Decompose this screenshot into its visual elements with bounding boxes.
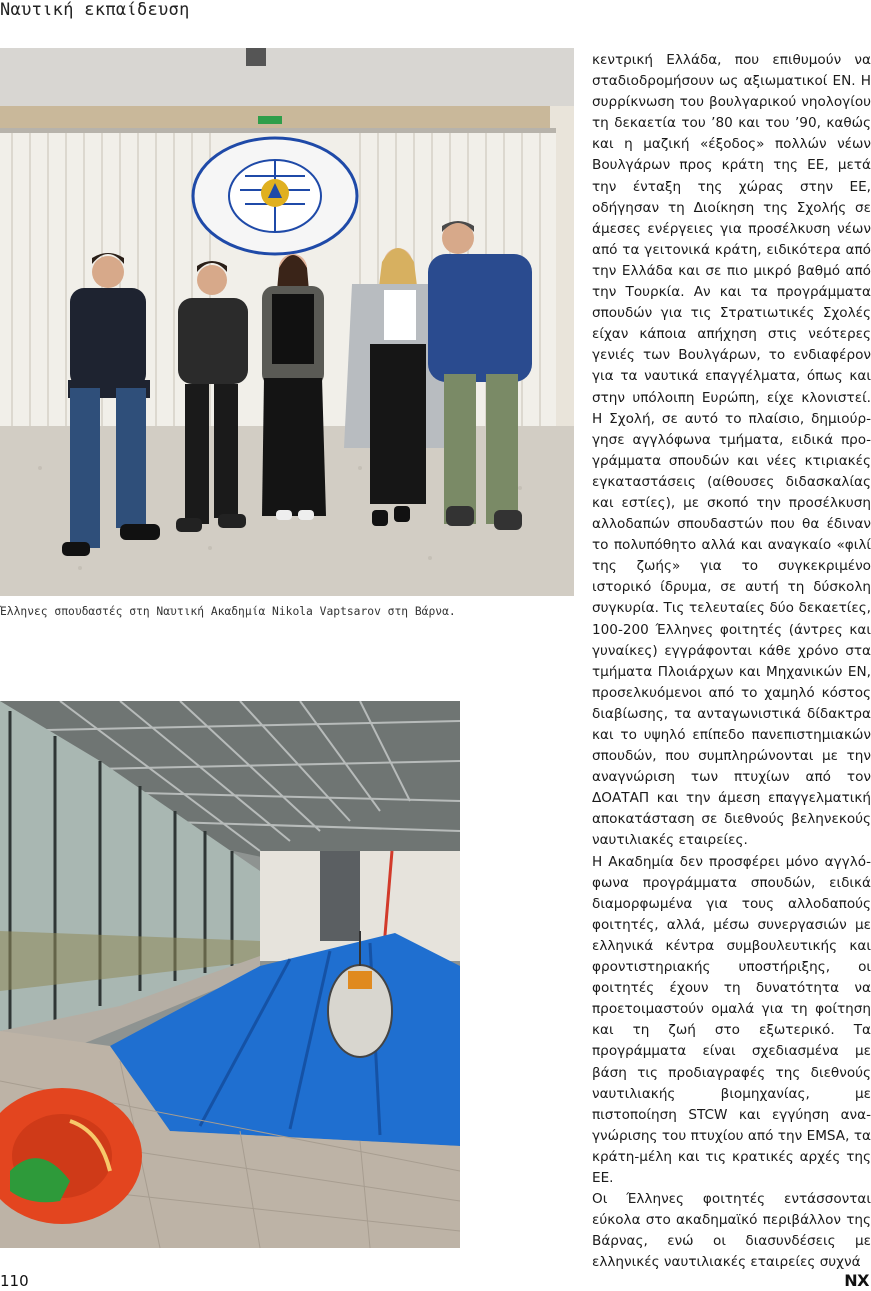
students-group-photo	[0, 48, 574, 596]
section-title: Ναυτική εκπαίδευση	[0, 0, 190, 20]
article-paragraph-3: Οι Έλληνες φοιτητές εντάσσονται εύκολα στο ακαδημαϊκό περιβάλλον της Βάρνας, ενώ οι διασυνδέσεις με ελληνικές ναυτιλιακές εταιρείες συχνά	[592, 1191, 871, 1271]
article-body-column	[592, 50, 871, 1273]
page-number: 110	[0, 1272, 29, 1290]
article-paragraph-2: Η Ακαδημία δεν προσφέρει μόνο αγγλόφωνα προγράμματα σπουδών, ειδικά διαμορφωμένα για τους αλλοδαπούς φοιτητές, αλλά, μέσω συνεργασιών με ελληνικά κέντρα συμβουλευτικής και φροντιστηριακής υποστήριξης, οι φοιτητές έχουν τη δυνατότητα να προετοιμαστούν ομαλά για τη φοίτηση και τη ζωή στο εξωτερικό. Τα προγράμματα είναι σχεδιασμένα με βάση τις προδιαγραφές της διεθνούς ναυτιλιακής βιομηχανίας, με πιστοποίηση STCW και εγγύηση αναγνώρισης του πτυχίου από την EMSA, τα κράτη-μέλη και τις κρατικές αρχές της ΕΕ.	[592, 853, 871, 1186]
magazine-logo: NX	[844, 1271, 869, 1290]
academy-emblem	[193, 138, 357, 254]
photo-caption: Έλληνες σπουδαστές στη Ναυτική Ακαδημία Nikola Vaptsarov στη Βάρνα.	[0, 605, 456, 618]
person-3	[262, 254, 326, 520]
article-paragraph-1: κεντρική Ελλάδα, που επιθυμούν να σταδιοδρομήσουν ως αξιωματικοί ΕΝ. Η συρρίκνωση του βουλγαρικού νηολογίου τη δεκαετία του ’80 και του ’90, καθώς και η μαζική «έξοδος» πολλών νέων Βουλγάρων προς κράτη της ΕΕ, μετά την ένταξη της χώρας στην ΕΕ, οδήγησαν τη Διοίκηση της Σχολής σε άμεσες ενέργειες για προσέλκυση νέων από τα γειτονικά κράτη, ειδικότερα από την Ελλάδα και σε πιο μικρό βαθμό από την Τουρκία. Αν και τα προγράμματα σπουδών για τις Στρατιωτικές Σχολές είχαν κάποια απήχηση στις νεότερες γενιές των Βουλγάρων, το ενδιαφέρον για τα ναυτικά επαγγέλματα, όπως και στην υπόλοιπη Ευρώπη, είχε κλονιστεί. Η Σχολή, σε αυτό το πλαίσιο, δημιούργησε αγγλόφωνα τμήματα, ειδικά προγράμματα σπουδών και νέες κτιριακές εγκαταστάσεις (αίθουσες διδασκαλίας και εστίες), με σκοπό την προσέλκυση αλλοδαπών σπουδαστών που θα έδιναν το πολυπόθητο αλλά και αναγκαίο «φιλί της ζωής» για το συγκεκριμένο ιστορικό ίδρυμα, σε αυτή τη δύσκολη συγκυρία. Τις τελευταίες δύο δεκαετίες, 100-200 Έλληνες φοιτητές (άντρες και γυναίκες) εγγράφονται κάθε χρόνο στα τμήματα Πλοιάρχων και Μηχανικών ΕΝ, προσελκυόμενοι από το χαμηλό κόστος διαβίωσης, τα ανταγωνιστικά δίδακτρα και το υψηλό επίπεδο πανεπιστημιακών σπουδών, που συμπληρώνονται με την αναγνώριση των πτυχίων από τον ΔΟΑΤΑΠ και την άμεση επαγγελματική αποκατάσταση σε διεθνούς βεληνεκούς ναυτιλιακές εταιρείες.	[592, 52, 871, 849]
training-pool-photo	[0, 701, 460, 1248]
